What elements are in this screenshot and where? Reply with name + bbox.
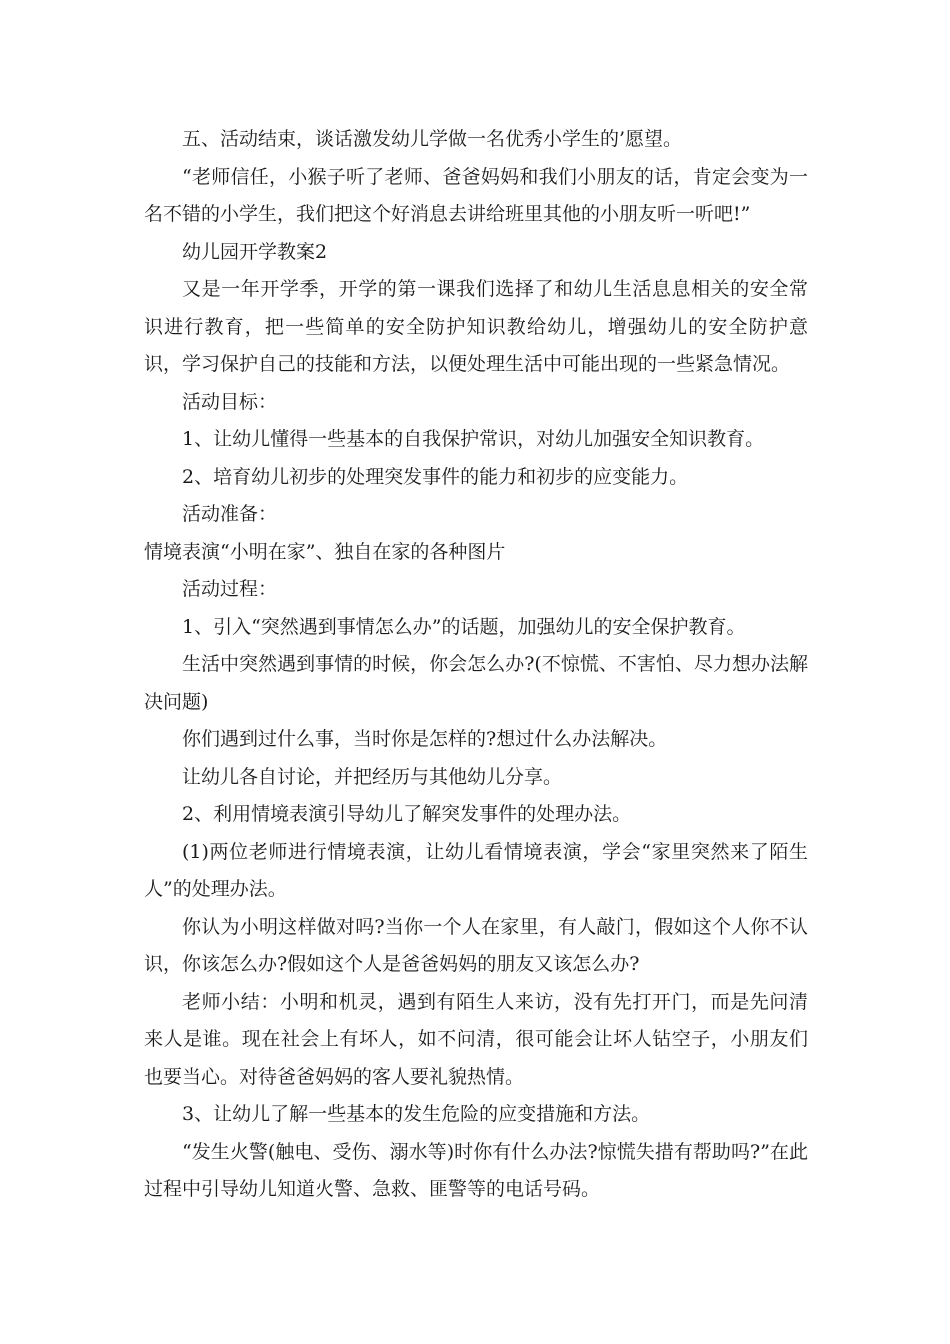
goal-item-2: 2、培育幼儿初步的处理突发事件的能力和初步的应变能力。 <box>182 465 689 488</box>
section-heading-lesson-plan-2: 幼儿园开学教案2 <box>182 240 328 263</box>
paragraph-question-sudden-events: 生活中突然遇到事情的时候，你会怎么办?(不惊慌、不害怕、尽力想办法解决问题) <box>144 653 808 713</box>
process-step-3: 3、让幼儿了解一些基本的发生危险的应变措施和方法。 <box>182 1103 651 1125</box>
paragraph-question-stranger: 你认为小明这样做对吗?当你一个人在家里，有人敲门，假如这个人你不认识，你该怎么办?假如这个人是爸爸妈妈的朋友又该怎么办? <box>144 915 808 975</box>
heading-activity-goals: 活动目标： <box>182 390 278 413</box>
preparation-item: 情境表演“小明在家”、独自在家的各种图片 <box>144 540 506 563</box>
paragraph-emergency-question: “发生火警(触电、受伤、溺水等)时你有什么办法?惊慌失措有帮助吗?”在此过程中引导幼儿知道火警、急救、匪警等的电话号码。 <box>144 1140 808 1200</box>
paragraph-intro: 又是一年开学季，开学的第一课我们选择了和幼儿生活息息相关的安全常识进行教育，把一些简单的安全防护知识教给幼儿，增强幼儿的安全防护意识，学习保护自己的技能和方法，以便处理生活中可能出现的一些紧急情况。 <box>144 278 808 375</box>
paragraph-role-play: (1)两位老师进行情境表演，让幼儿看情境表演，学会“家里突然来了陌生人”的处理办法。 <box>144 840 808 900</box>
paragraph-teacher-quote: “老师信任，小猴子听了老师、爸爸妈妈和我们小朋友的话，肯定会变为一名不错的小学生，我们把这个好消息去讲给班里其他的小朋友听一听吧!” <box>144 165 808 225</box>
document-body <box>144 121 808 1209</box>
heading-activity-preparation: 活动准备： <box>182 503 278 525</box>
heading-activity-process: 活动过程： <box>182 578 278 600</box>
goal-item-1: 1、让幼儿懂得一些基本的自我保护常识，对幼儿加强安全知识教育。 <box>182 428 765 450</box>
paragraph-activity-end: 五、活动结束，谈话激发幼儿学做一名优秀小学生的’愿望。 <box>182 128 683 150</box>
paragraph-question-experience: 你们遇到过什么事，当时你是怎样的?想过什么办法解决。 <box>182 728 668 750</box>
paragraph-teacher-summary: 老师小结：小明和机灵，遇到有陌生人来访，没有先打开门，而是先问清来人是谁。现在社会上有坏人，如不问清，很可能会让坏人钻空子，小朋友们也要当心。对待爸爸妈妈的客人要礼貌热情。 <box>144 990 808 1088</box>
process-step-1: 1、引入“突然遇到事情怎么办”的话题，加强幼儿的安全保护教育。 <box>182 615 746 638</box>
process-step-2: 2、利用情境表演引导幼儿了解突发事件的处理办法。 <box>182 803 632 825</box>
paragraph-discussion: 让幼儿各自讨论，并把经历与其他幼儿分享。 <box>182 765 563 788</box>
